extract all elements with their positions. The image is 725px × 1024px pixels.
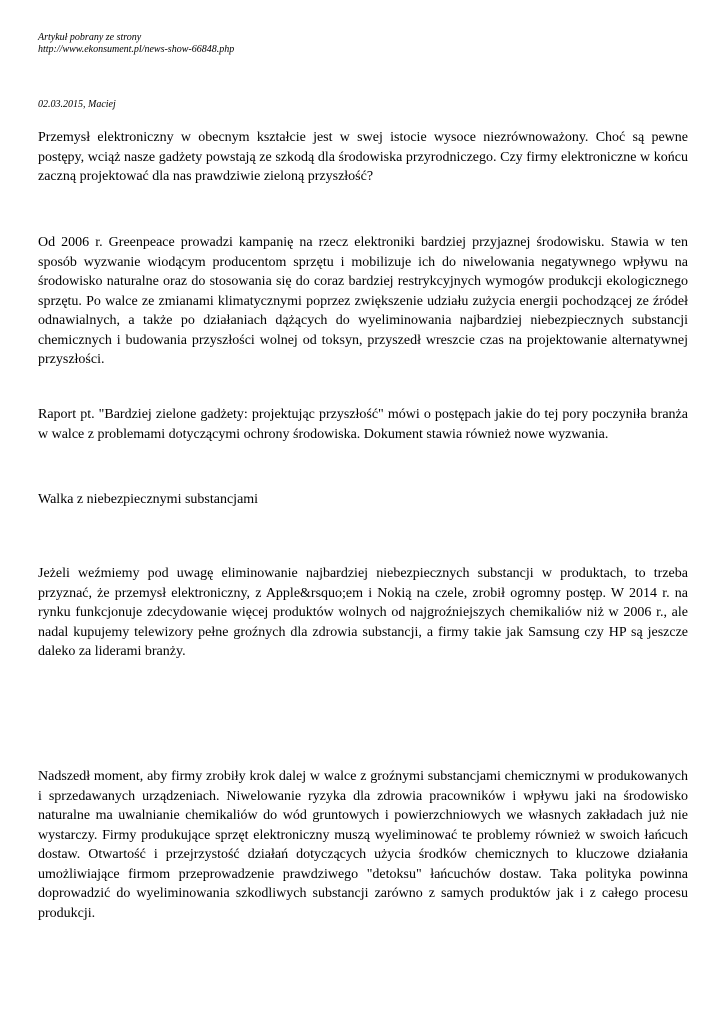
article-paragraph: Raport pt. "Bardziej zielone gadżety: projektując przyszłość" mówi o postępach jakie do tej pory poczyniła branża w walce z problemami dotyczącymi ochrony środowiska. Dokument stawia również nowe wyzwania. xyxy=(38,407,688,442)
dateline: 02.03.2015, Maciej xyxy=(38,99,116,110)
source-url: http://www.ekonsument.pl/news-show-66848.php xyxy=(38,44,235,55)
article-intro: Przemysł elektroniczny w obecnym kształcie jest w swej istocie wysoce niezrównoważony. Choć są pewne postępy, wciąż nasze gadżety powstają ze szkodą dla środowiska przyrodniczego. Czy firmy elektroniczne w końcu zaczną projektować dla nas prawdziwie zieloną przyszłość? xyxy=(38,130,688,184)
article-paragraph: Od 2006 r. Greenpeace prowadzi kampanię na rzecz elektroniki bardziej przyjaznej środowisku. Stawia w ten sposób wyzwanie wiodącym producentom sprzętu i mobilizuje ich do niwelowania negatywnego wpływu na środowisko naturalne oraz do stosowania się do coraz bardziej restrykcyjnych wymogów produkcji ekologicznego sprzętu. Po walce ze zmianami klimatycznymi poprzez zwiększenie udziału zużycia energii pochodzącej ze źródeł odnawialnych, a także po działaniach dążących do wyeliminowania najbardziej niebezpiecznych substancji chemicznych i budowania przyszłości wolnej od toksyn, przyszedł wreszcie czas na projektowanie alternatywnej przyszłości. xyxy=(38,235,688,367)
article-paragraph: Jeżeli weźmiemy pod uwagę eliminowanie najbardziej niebezpiecznych substancji w produktach, to trzeba przyznać, że przemysł elektroniczny, z Apple&rsquo;em i Nokią na czele, zrobił ogromny postęp. W 2014 r. na rynku funkcjonuje zdecydowanie więcej produktów wolnych od najgroźniejszych chemikaliów niż w 2006 r., ale nadal kupujemy telewizory pełne groźnych dla zdrowia substancji, a firmy takie jak Samsung czy HP są jeszcze daleko za liderami branży. xyxy=(38,566,688,659)
section-heading: Walka z niebezpiecznymi substancjami xyxy=(38,492,259,507)
article-paragraph: Nadszedł moment, aby firmy zrobiły krok dalej w walce z groźnymi substancjami chemicznymi w produkowanych i sprzedawanych urządzeniach. Niwelowanie ryzyka dla zdrowia pracowników i wpływu jaki na środowisko naturalne ma uwalnianie chemikaliów do wód gruntowych i powierzchniowych we własnych zakładach już nie wystarczy. Firmy produkujące sprzęt elektroniczny muszą wyeliminować te problemy również w swoich łańcuch dostaw. Otwartość i przejrzystość działań dotyczących użycia środków chemicznych to kluczowe działania umożliwiające firmom przeprowadzenie prawdziwego "detoksu" łańcuchów dostaw. Taka polityka powinna doprowadzić do wyeliminowania szkodliwych substancji zarówno z samych produktów jak i z całego procesu produkcji. xyxy=(38,769,688,921)
source-label: Artykuł pobrany ze strony xyxy=(38,32,142,43)
